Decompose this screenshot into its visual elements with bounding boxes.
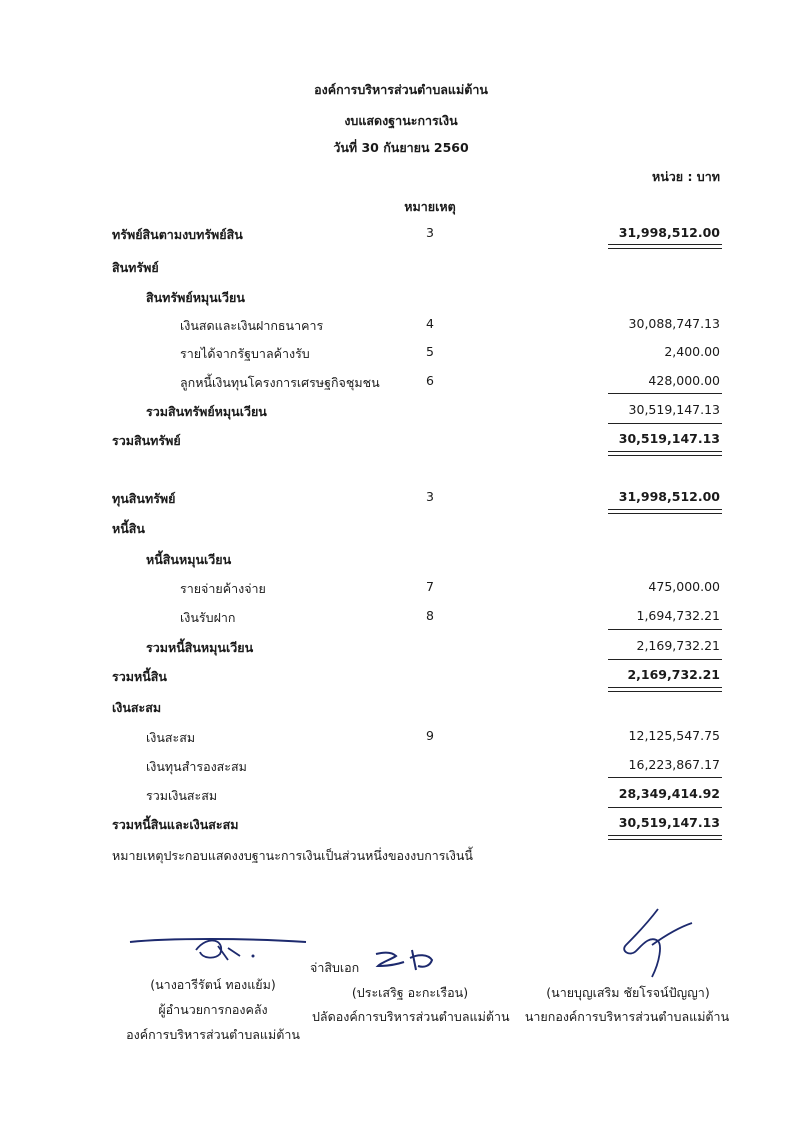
row-amount: 16,223,867.17 [628,757,720,772]
row-amount: 30,519,147.13 [628,402,720,417]
row-label: รวมหนี้สิน [112,669,167,684]
row-amount: 30,088,747.13 [628,316,720,331]
row-note: 4 [426,316,434,331]
signature-1 [128,930,318,970]
row-amount: 30,519,147.13 [618,431,720,446]
row-amount: 28,349,414.92 [618,786,720,801]
row-note: 6 [426,373,434,388]
row-label: ทุนสินทรัพย์ [112,491,176,506]
double-underline [608,509,722,514]
row-label: รวมหนี้สินและเงินสะสม [112,817,239,832]
signature-3 [606,905,696,985]
signer-2-name: (ประเสริฐ อะกะเรือน) [351,985,469,1000]
subsection-heading: สินทรัพย์หมุนเวียน [146,290,245,305]
subtotal-line [608,807,722,808]
row-label: เงินสะสม [146,730,196,745]
signer-1-organization: องค์การบริหารส่วนตำบลแม่ต้าน [126,1027,300,1042]
row-label: เงินสดและเงินฝากธนาคาร [180,318,324,333]
subtotal-line [608,659,722,660]
row-note: 7 [426,579,434,594]
signer-1-position: ผู้อำนวยการกองคลัง [158,1002,268,1017]
row-label: รายได้จากรัฐบาลค้างรับ [180,346,310,361]
row-label: เงินทุนสำรองสะสม [146,759,247,774]
double-underline [608,835,722,840]
row-label: รวมสินทรัพย์หมุนเวียน [146,404,267,419]
row-note: 3 [426,489,434,504]
subsection-heading: หนี้สินหมุนเวียน [146,552,232,567]
section-heading: หนี้สิน [112,521,145,536]
row-amount: 30,519,147.13 [618,815,720,830]
signer-3-name: (นายบุญเสริม ชัยโรจน์ปัญญา) [546,985,710,1000]
double-underline [608,451,722,456]
subtotal-line [608,393,722,394]
row-amount: 31,998,512.00 [618,489,720,504]
row-label: รายจ่ายค้างจ่าย [180,581,266,596]
row-label: เงินรับฝาก [180,610,236,625]
rank-label: จ่าสิบเอก [310,960,360,975]
row-label: ทรัพย์สินตามงบทรัพย์สิน [112,227,243,242]
signature-2 [372,946,442,974]
row-label: รวมสินทรัพย์ [112,433,181,448]
signer-1-name: (นางอารีรัตน์ ทองแย้ม) [150,977,276,992]
note-column-header: หมายเหตุ [404,199,456,214]
row-note: 8 [426,608,434,623]
row-amount: 2,169,732.21 [627,667,720,682]
double-underline [608,244,722,249]
signer-3-position: นายกองค์การบริหารส่วนตำบลแม่ต้าน [524,1009,730,1024]
subtotal-line [608,423,722,424]
row-note: 5 [426,344,434,359]
row-note: 9 [426,728,434,743]
row-label: รวมเงินสะสม [146,788,218,803]
row-label: ลูกหนี้เงินทุนโครงการเศรษฐกิจชุมชน [180,375,380,390]
row-amount: 12,125,547.75 [628,728,720,743]
row-label: รวมหนี้สินหมุนเวียน [146,640,254,655]
row-note: 3 [426,225,434,240]
subtotal-line [608,777,722,778]
unit-label: หน่วย : บาท [651,169,720,184]
subtotal-line [608,629,722,630]
row-amount: 31,998,512.00 [618,225,720,240]
row-amount: 1,694,732.21 [636,608,720,623]
statement-date: วันที่ 30 กันยายน 2560 [333,140,469,155]
row-amount: 2,169,732.21 [636,638,720,653]
double-underline [608,687,722,692]
row-amount: 475,000.00 [648,579,720,594]
signer-2-position: ปลัดองค์การบริหารส่วนตำบลแม่ต้าน [312,1009,510,1024]
section-heading: เงินสะสม [112,700,162,715]
statement-title: งบแสดงฐานะการเงิน [344,113,458,128]
row-amount: 428,000.00 [648,373,720,388]
footnote: หมายเหตุประกอบแสดงงบฐานะการเงินเป็นส่วนหนึ่งของงบการเงินนี้ [112,848,473,863]
org-title: องค์การบริหารส่วนตำบลแม่ต้าน [314,82,488,97]
row-amount: 2,400.00 [664,344,720,359]
section-heading: สินทรัพย์ [112,260,159,275]
